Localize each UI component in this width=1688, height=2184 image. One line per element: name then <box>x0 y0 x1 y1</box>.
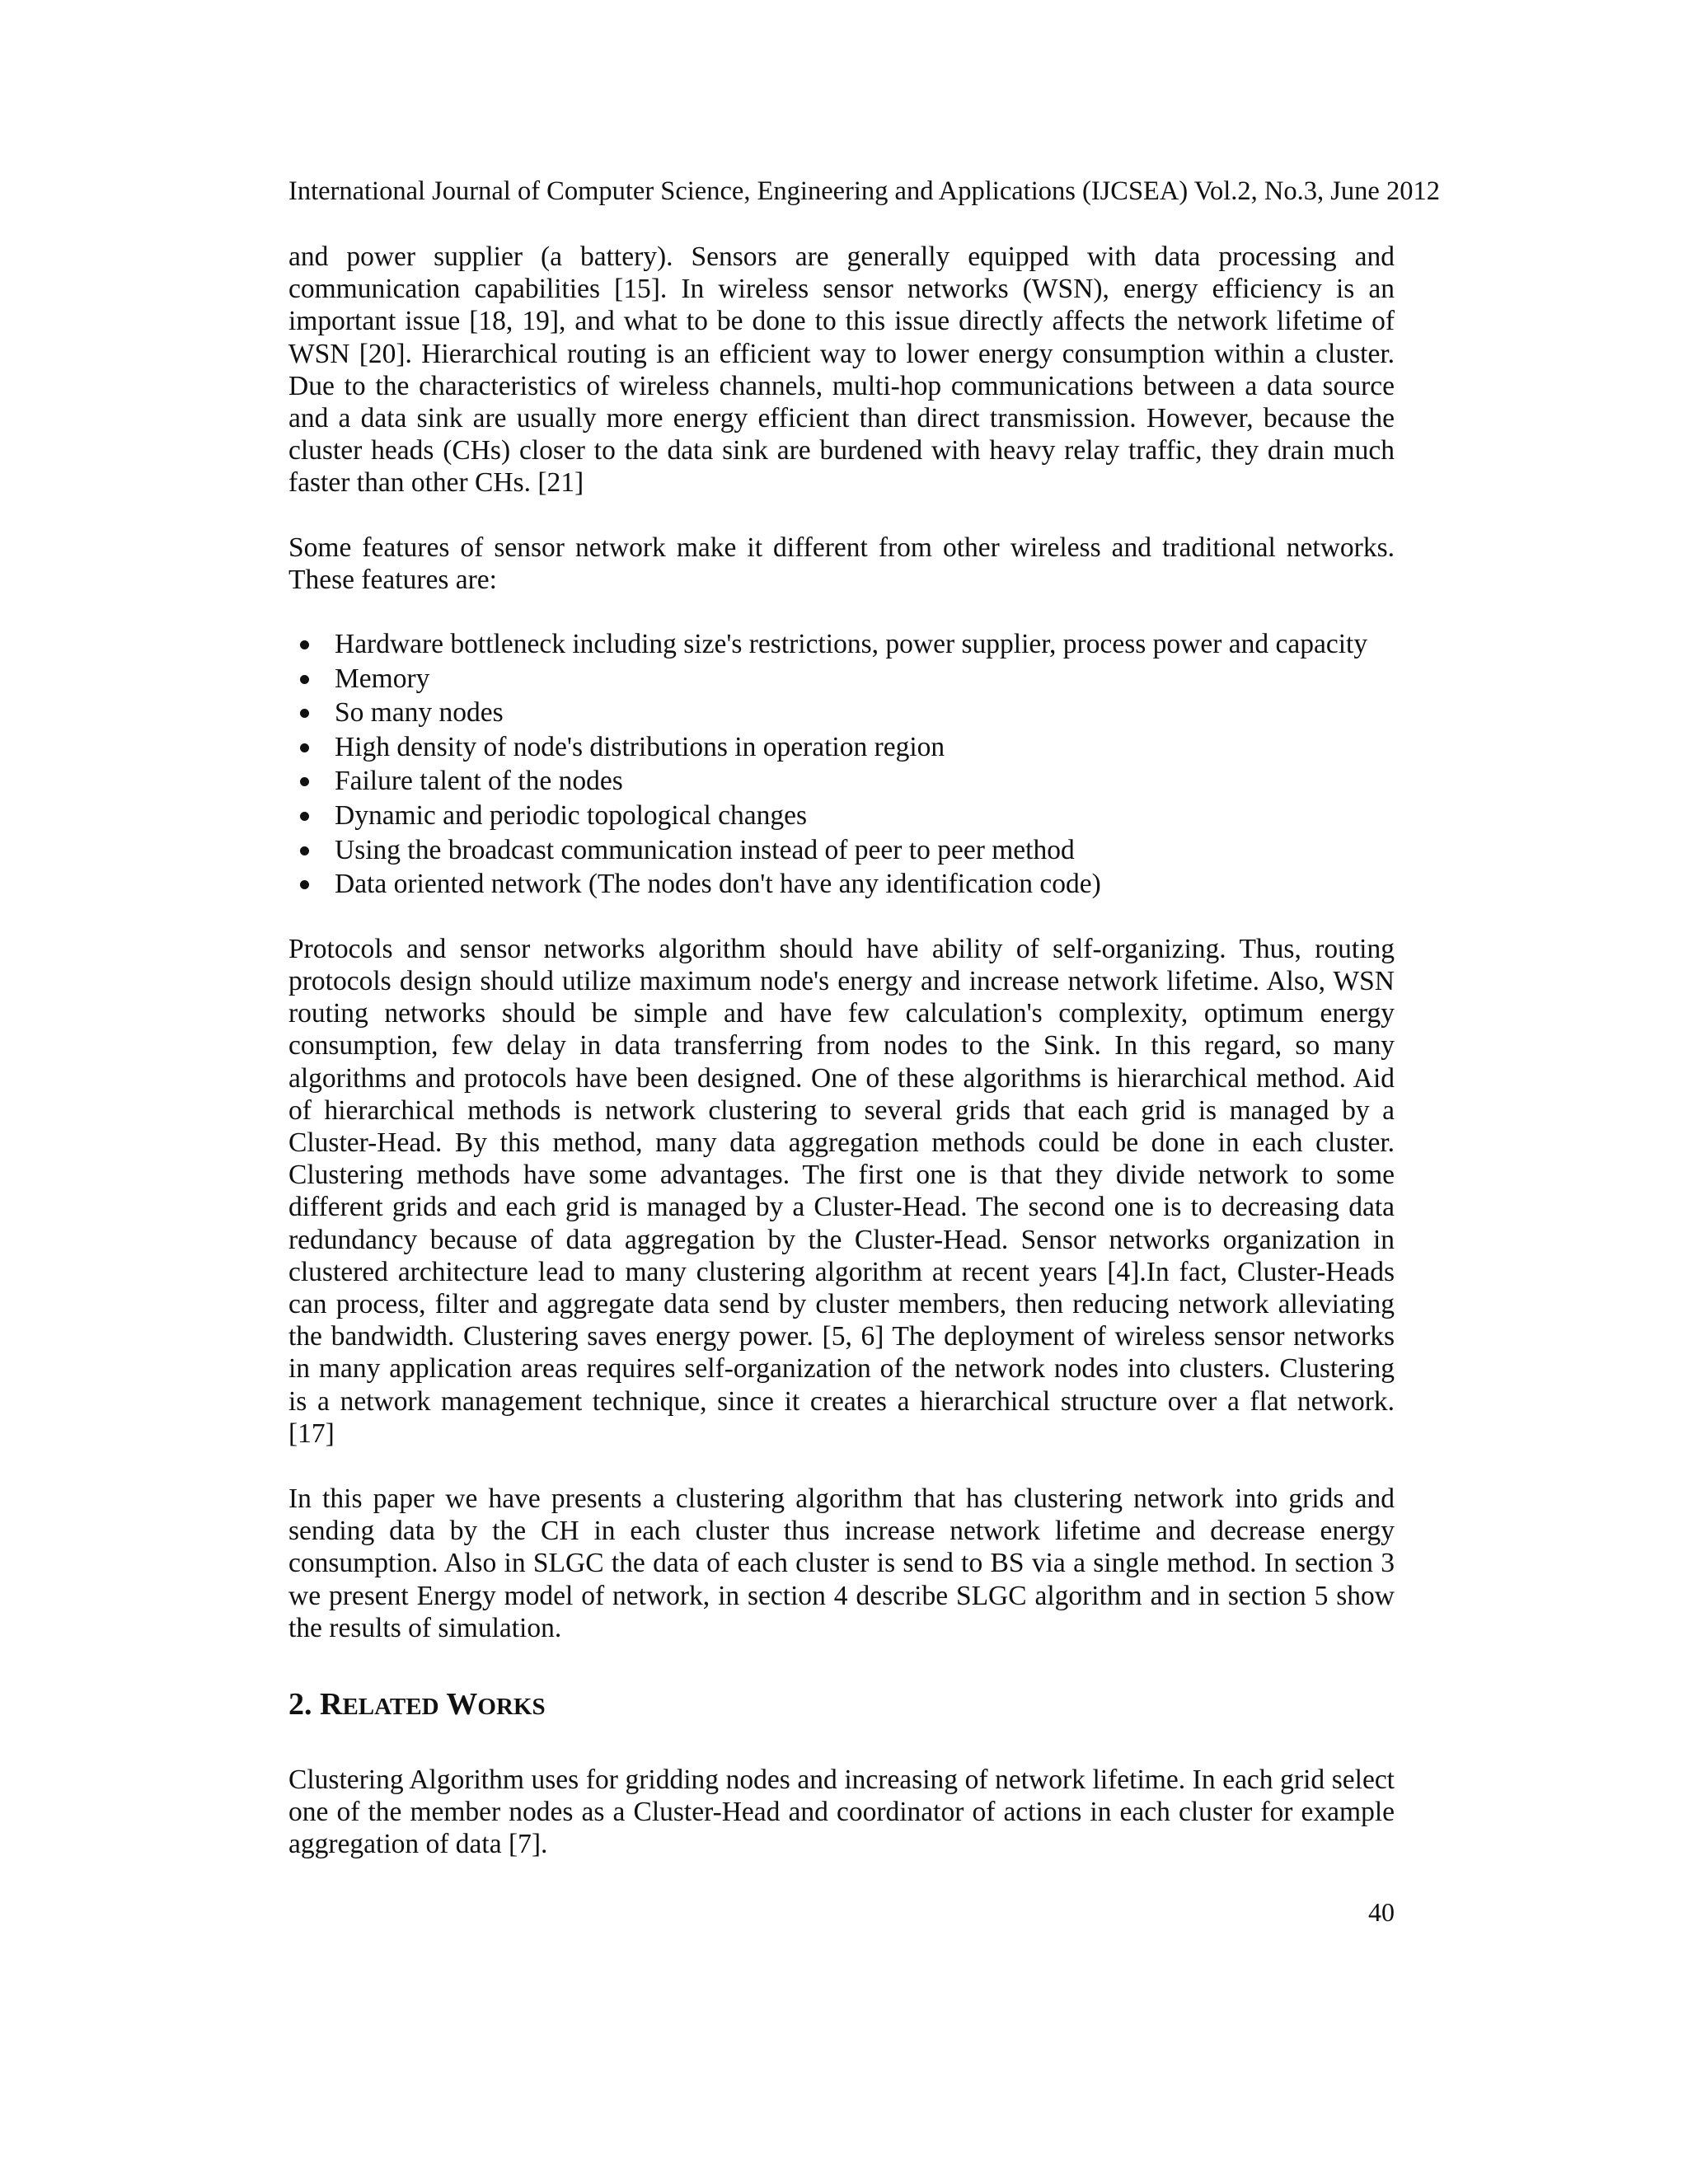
bullet-icon <box>300 812 309 821</box>
list-item <box>288 730 1395 765</box>
list-item <box>288 662 1395 696</box>
features-paragraph: Some features of sensor network make it different from other wireless and traditional networks. These features are: <box>288 532 1395 595</box>
list-item <box>288 867 1395 902</box>
section-title-initial: W <box>446 1687 478 1722</box>
list-item-text: Data oriented network (The nodes don't have any identification code) <box>335 869 1101 900</box>
section-title-initial: R <box>320 1687 343 1722</box>
list-item <box>288 799 1395 833</box>
bullet-icon <box>300 709 309 718</box>
section-title-smallcaps: ELATED <box>342 1694 439 1721</box>
list-item <box>288 764 1395 799</box>
paper-page <box>288 173 1440 1861</box>
list-item-text: Using the broadcast communication instead of peer to peer method <box>335 834 1075 865</box>
bullet-icon <box>300 846 309 855</box>
journal-header: International Journal of Computer Science, Engineering and Applications (IJCSEA) Vol.2, No.3, June 2012 <box>288 176 1440 206</box>
list-item-text: Dynamic and periodic topological changes <box>335 800 808 831</box>
list-item <box>288 833 1395 868</box>
this-paper-paragraph: In this paper we have presents a clustering algorithm that has clustering network into grids and sending data by the CH in each cluster thus increase network lifetime and decrease energy consumption. Also in SLGC the data of each cluster is send to BS via a single method. In section 3 we present Energy model of network, in section 4 describe SLGC algorithm and in section 5 show the results of simulation. <box>288 1483 1395 1643</box>
list-item <box>288 696 1395 730</box>
features-list <box>288 627 1395 902</box>
list-item-text: Memory <box>335 663 430 694</box>
intro-paragraph: and power supplier (a battery). Sensors are generally equipped with data processing and communication capabilities [15]. In wireless sensor networks (WSN), energy efficiency is an important issue [18, 19], and what to be done to this issue directly affects the network lifetime of WSN [20]. Hierarchical routing is an efficient way to lower energy consumption within a cluster. Due to the characteristics of wireless channels, multi-hop communications between a data source and a data sink are usually more energy efficient than direct transmission. However, because the cluster heads (CHs) closer to the data sink are burdened with heavy relay traffic, they drain much faster than other CHs. [21] <box>288 241 1395 499</box>
bullet-icon <box>300 777 309 786</box>
bullet-icon <box>300 880 309 889</box>
page-number: 40 <box>1368 1897 1395 1927</box>
section-number: 2. <box>288 1687 312 1722</box>
protocols-paragraph: Protocols and sensor networks algorithm should have ability of self-organizing. Thus, routing protocols design should utilize maximum node's energy and increase network lifetime. Also, WSN routing networks should be simple and have few calculation's complexity, optimum energy consumption, few delay in data transferring from nodes to the Sink. In this regard, so many algorithms and protocols have been designed. One of these algorithms is hierarchical method. Aid of hierarchical methods is network clustering to several grids that each grid is managed by a Cluster-Head. By this method, many data aggregation methods could be done in each cluster. Clustering methods have some advantages. The first one is that they divide network to some different grids and each grid is managed by a Cluster-Head. The second one is to decreasing data redundancy because of data aggregation by the Cluster-Head. Sensor networks organization in clustered architecture lead to many clustering algorithm at recent years [4].In fact, Cluster-Heads can process, filter and aggregate data send by cluster members, then reducing network alleviating the bandwidth. Clustering saves energy power. [5, 6] The deployment of wireless sensor networks in many application areas requires self-organization of the network nodes into clusters. Clustering is a network management technique, since it creates a hierarchical structure over a flat network. [17] <box>288 933 1395 1449</box>
list-item-text: Hardware bottleneck including size's restrictions, power supplier, process power and capacity <box>335 629 1368 660</box>
bullet-icon <box>300 743 309 752</box>
section-heading <box>288 1684 1395 1727</box>
list-item-text: So many nodes <box>335 697 504 729</box>
related-works-paragraph: Clustering Algorithm uses for gridding nodes and increasing of network lifetime. In each grid select one of the member nodes as a Cluster-Head and coordinator of actions in each cluster for example aggregation of data [7]. <box>288 1765 1395 1860</box>
bullet-icon <box>300 640 309 649</box>
list-item-text: Failure talent of the nodes <box>335 766 623 797</box>
list-item <box>288 627 1395 662</box>
list-item-text: High density of node's distributions in operation region <box>335 731 945 762</box>
section-title-smallcaps: ORKS <box>477 1694 546 1721</box>
bullet-icon <box>300 675 309 684</box>
